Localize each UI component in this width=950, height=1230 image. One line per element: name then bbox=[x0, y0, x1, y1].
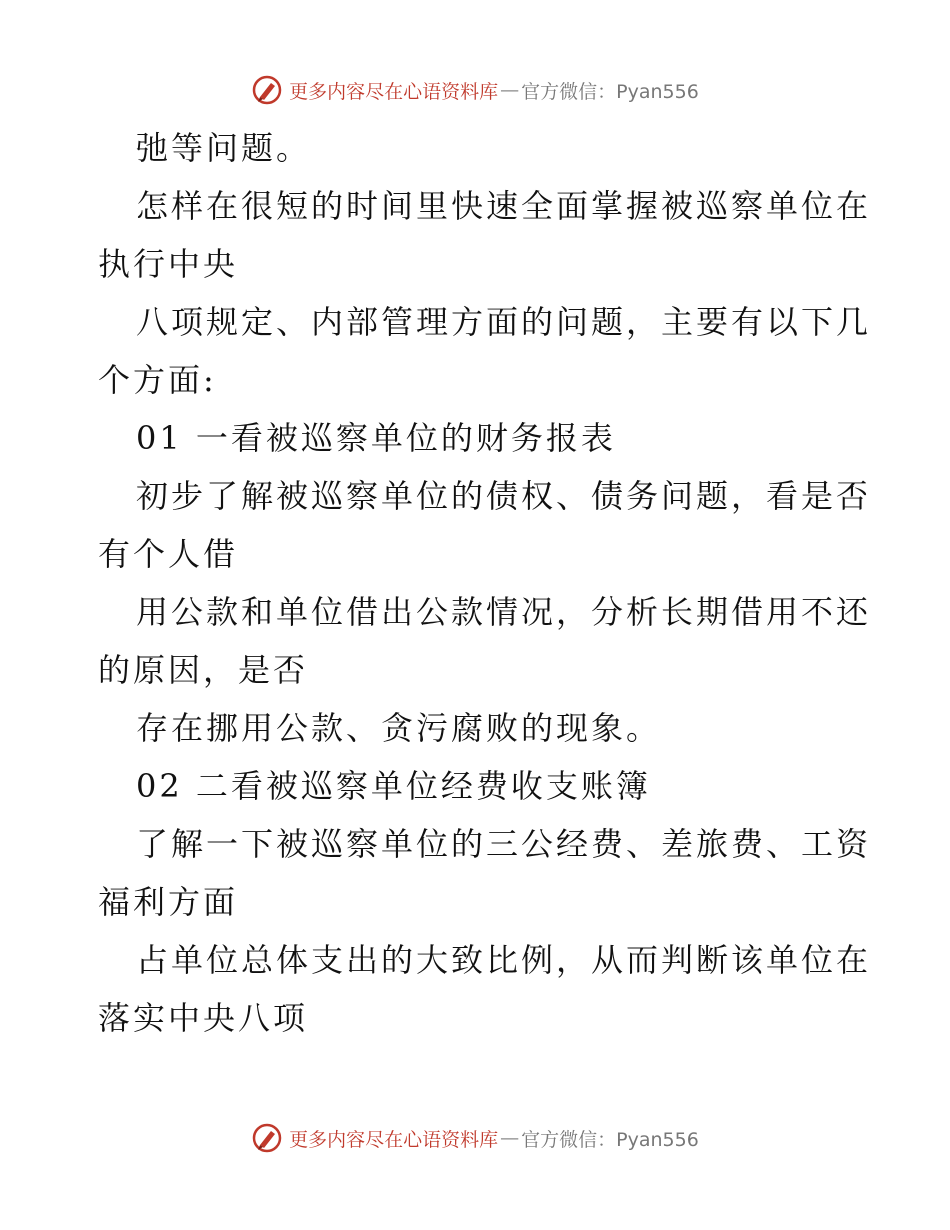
text-line: 初步了解被巡察单位的债权、债务问题，看是否 bbox=[136, 477, 872, 515]
banner-dash: — bbox=[500, 79, 520, 101]
text-line: 弛等问题。 bbox=[136, 129, 312, 167]
banner-main-text: 更多内容尽在心语资料库 bbox=[289, 80, 499, 103]
header-banner bbox=[0, 70, 950, 110]
text-line: 用公款和单位借出公款情况，分析长期借用不还 bbox=[136, 593, 872, 631]
text-line: 福利方面 bbox=[98, 883, 239, 921]
banner-dash: — bbox=[500, 1127, 520, 1149]
banner-wechat-text: 官方微信：Pyan556 bbox=[521, 80, 699, 103]
banner-main-text: 更多内容尽在心语资料库 bbox=[289, 1128, 499, 1151]
text-line: 了解一下被巡察单位的三公经费、差旅费、工资 bbox=[136, 825, 872, 863]
pen-logo-icon bbox=[251, 74, 283, 106]
text-line: 存在挪用公款、贪污腐败的现象。 bbox=[136, 709, 662, 747]
footer-banner bbox=[0, 1118, 950, 1158]
text-line: 落实中央八项 bbox=[98, 999, 309, 1037]
text-line: 有个人借 bbox=[98, 535, 239, 573]
pen-logo-icon bbox=[251, 1122, 283, 1154]
text-line: 01 一看被巡察单位的财务报表 bbox=[136, 419, 616, 457]
banner-wechat-text: 官方微信：Pyan556 bbox=[521, 1128, 699, 1151]
text-line: 个方面: bbox=[98, 361, 217, 399]
text-line: 的原因，是否 bbox=[98, 651, 309, 689]
document-body bbox=[98, 119, 872, 1047]
text-line: 占单位总体支出的大致比例，从而判断该单位在 bbox=[136, 941, 872, 979]
text-line: 执行中央 bbox=[98, 245, 239, 283]
text-line: 八项规定、内部管理方面的问题，主要有以下几 bbox=[136, 303, 872, 341]
text-line: 02 二看被巡察单位经费收支账簿 bbox=[136, 767, 651, 805]
text-line: 怎样在很短的时间里快速全面掌握被巡察单位在 bbox=[136, 187, 872, 225]
